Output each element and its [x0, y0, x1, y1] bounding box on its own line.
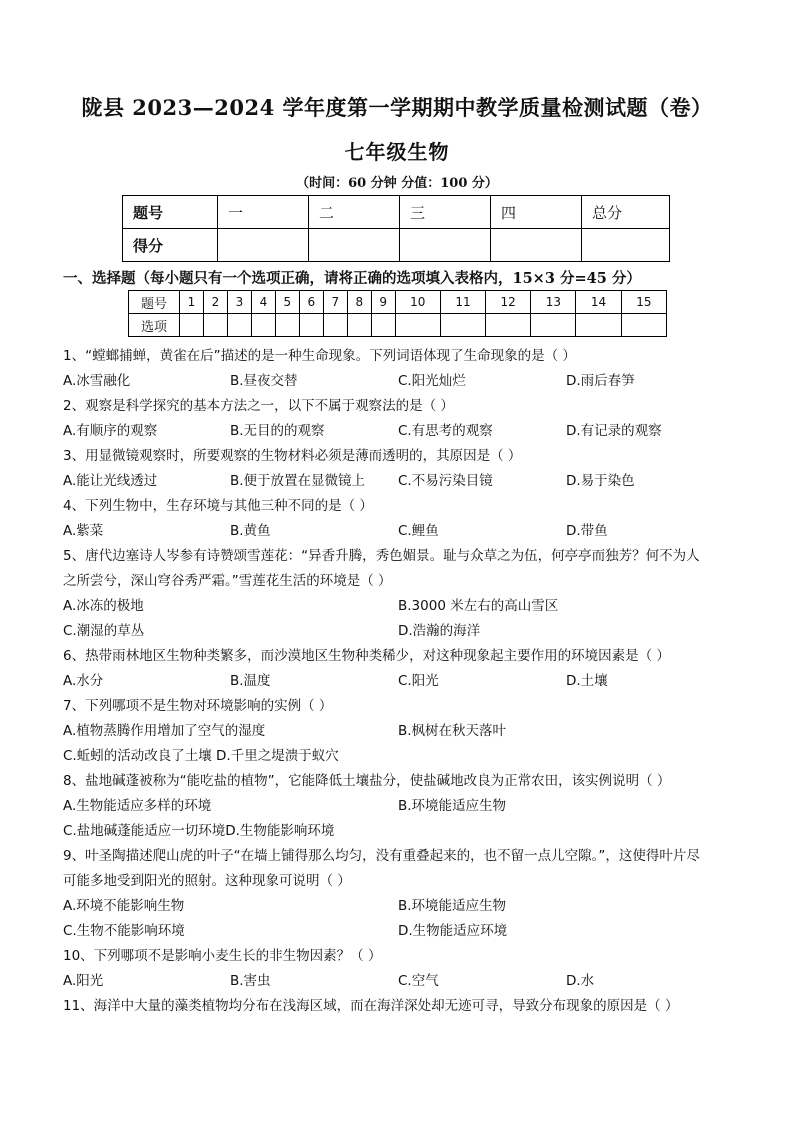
section1-heading: 一、选择题（每小题只有一个选项正确，请将正确的选项填入表格内，15×3 分=45 分）	[63, 270, 641, 287]
answer-option-cell[interactable]	[621, 314, 666, 337]
answer-option-cell[interactable]	[227, 314, 251, 337]
question-9-stem-line2: 可能多地受到阳光的照射。这种现象可说明（ ）	[63, 873, 351, 889]
answer-number-cell: 6	[299, 291, 323, 314]
answer-number-cell: 15	[621, 291, 666, 314]
question-5-option-a: A.冰冻的极地	[63, 598, 144, 614]
question-10-option-d: D.水	[566, 973, 595, 989]
question-8-options-cd: C.盐地碱蓬能适应一切环境D.生物能影响环境	[63, 823, 335, 839]
question-11-stem: 11、海洋中大量的藻类植物均分布在浅海区域，而在海洋深处却无迹可寻，导致分布现象的原因是（ ）	[63, 998, 679, 1014]
question-3-option-d: D.易于染色	[566, 473, 635, 489]
answer-option-cell[interactable]	[347, 314, 371, 337]
question-6-stem: 6、热带雨林地区生物种类繁多，而沙漠地区生物种类稀少，对这种现象起主要作用的环境因素是（ ）	[63, 648, 670, 664]
answer-option-cell[interactable]	[486, 314, 531, 337]
answer-option-cell[interactable]	[299, 314, 323, 337]
answer-number-row	[129, 291, 667, 314]
question-2-option-a: A.有顺序的观察	[63, 423, 158, 439]
question-3-stem: 3、用显微镜观察时，所要观察的生物材料必须是薄而透明的，其原因是（ ）	[63, 448, 522, 464]
answer-number-cell: 3	[227, 291, 251, 314]
answer-number-label: 题号	[129, 291, 180, 314]
question-9-option-a: A.环境不能影响生物	[63, 898, 185, 914]
question-9-stem-line1: 9、叶圣陶描述爬山虎的叶子“在墙上铺得那么均匀，没有重叠起来的，也不留一点儿空隙。”，这使得叶片尽	[63, 848, 700, 864]
answer-number-cell: 7	[323, 291, 347, 314]
answer-option-cell[interactable]	[395, 314, 440, 337]
question-4-option-b: B.黄鱼	[230, 523, 271, 539]
answer-option-cell[interactable]	[323, 314, 347, 337]
question-6-option-a: A.水分	[63, 673, 104, 689]
answer-number-cell: 2	[203, 291, 227, 314]
question-1-option-c: C.阳光灿烂	[398, 373, 466, 389]
score-cell[interactable]	[582, 229, 670, 262]
answer-option-cell[interactable]	[371, 314, 395, 337]
question-5-option-b: B.3000 米左右的高山雪区	[398, 598, 559, 614]
question-3-option-a: A.能让光线透过	[63, 473, 158, 489]
answer-number-cell: 10	[395, 291, 440, 314]
score-cell[interactable]	[309, 229, 400, 262]
score-header-cell: 三	[400, 196, 491, 229]
question-1-option-d: D.雨后春笋	[566, 373, 635, 389]
score-table-score-row	[123, 229, 670, 262]
question-4-option-c: C.鲤鱼	[398, 523, 439, 539]
question-2-option-c: C.有思考的观察	[398, 423, 493, 439]
answer-option-cell[interactable]	[576, 314, 621, 337]
question-6-option-c: C.阳光	[398, 673, 439, 689]
question-1-stem: 1、“螳螂捕蝉，黄雀在后”描述的是一种生命现象。下列词语体现了生命现象的是（ ）	[63, 348, 576, 364]
question-7-stem: 7、下列哪项不是生物对环境影响的实例（ ）	[63, 698, 333, 714]
question-6-option-b: B.温度	[230, 673, 271, 689]
score-header-cell: 四	[491, 196, 582, 229]
question-4-stem: 4、下列生物中，生存环境与其他三种不同的是（ ）	[63, 498, 373, 514]
answer-number-cell: 14	[576, 291, 621, 314]
score-header-cell: 总分	[582, 196, 670, 229]
question-4-option-a: A.紫菜	[63, 523, 104, 539]
question-5-stem-line1: 5、唐代边塞诗人岑参有诗赞颂雪莲花：“异香升腾，秀色媚景。耻与众草之为伍，何亭亭而独芳？何不为人	[63, 548, 700, 564]
score-header-cell: 一	[218, 196, 309, 229]
answer-table	[128, 290, 667, 337]
question-5-stem-line2: 之所尝兮，深山穹谷秀严霜。”雪莲花生活的环境是（ ）	[63, 573, 392, 589]
question-10-stem: 10、下列哪项不是影响小麦生长的非生物因素？（ ）	[63, 948, 382, 964]
question-7-options-cd: C.蚯蚓的活动改良了土壤 D.千里之堤溃于蚁穴	[63, 748, 339, 764]
question-6-option-d: D.土壤	[566, 673, 608, 689]
exam-title: 陇县 2023—2024 学年度第一学期期中教学质量检测试题（卷）	[81, 95, 713, 120]
score-table-header-row	[123, 196, 670, 229]
question-9-option-c: C.生物不能影响环境	[63, 923, 185, 939]
question-7-option-b: B.枫树在秋天落叶	[398, 723, 507, 739]
question-4-option-d: D.带鱼	[566, 523, 608, 539]
question-8-option-a: A.生物能适应多样的环境	[63, 798, 212, 814]
time-info: （时间：60 分钟 分值：100 分）	[296, 176, 498, 191]
question-3-option-b: B.便于放置在显微镜上	[230, 473, 366, 489]
answer-option-cell[interactable]	[275, 314, 299, 337]
answer-option-cell[interactable]	[440, 314, 485, 337]
answer-number-cell: 5	[275, 291, 299, 314]
question-10-option-a: A.阳光	[63, 973, 104, 989]
answer-number-cell: 1	[180, 291, 204, 314]
exam-subtitle: 七年级生物	[344, 140, 450, 164]
question-1-option-b: B.昼夜交替	[230, 373, 298, 389]
score-table	[122, 195, 670, 262]
question-5-option-d: D.浩瀚的海洋	[398, 623, 481, 639]
score-header-cell: 二	[309, 196, 400, 229]
question-9-option-d: D.生物能适应环境	[398, 923, 508, 939]
answer-number-cell: 11	[440, 291, 485, 314]
score-row-label: 得分	[123, 229, 218, 262]
score-cell[interactable]	[400, 229, 491, 262]
answer-option-cell[interactable]	[203, 314, 227, 337]
question-8-stem: 8、盐地碱蓬被称为“能吃盐的植物”，它能降低土壤盐分，使盐碱地改良为正常农田，该实例说明（ ）	[63, 773, 671, 789]
answer-number-cell: 13	[531, 291, 576, 314]
question-3-option-c: C.不易污染目镜	[398, 473, 493, 489]
answer-option-row	[129, 314, 667, 337]
question-9-option-b: B.环境能适应生物	[398, 898, 507, 914]
answer-number-cell: 8	[347, 291, 371, 314]
question-2-option-b: B.无目的的观察	[230, 423, 325, 439]
question-1-option-a: A.冰雪融化	[63, 373, 131, 389]
answer-number-cell: 4	[251, 291, 275, 314]
answer-option-cell[interactable]	[531, 314, 576, 337]
question-5-option-c: C.潮湿的草丛	[63, 623, 145, 639]
question-8-option-b: B.环境能适应生物	[398, 798, 507, 814]
answer-number-cell: 9	[371, 291, 395, 314]
question-10-option-b: B.害虫	[230, 973, 271, 989]
answer-option-label: 选项	[129, 314, 180, 337]
answer-number-cell: 12	[486, 291, 531, 314]
question-2-option-d: D.有记录的观察	[566, 423, 662, 439]
score-header-cell: 题号	[123, 196, 218, 229]
question-10-option-c: C.空气	[398, 973, 439, 989]
answer-option-cell[interactable]	[251, 314, 275, 337]
question-7-option-a: A.植物蒸腾作用增加了空气的湿度	[63, 723, 266, 739]
score-cell[interactable]	[218, 229, 309, 262]
question-2-stem: 2、观察是科学探究的基本方法之一，以下不属于观察法的是（ ）	[63, 398, 454, 414]
answer-option-cell[interactable]	[180, 314, 204, 337]
score-cell[interactable]	[491, 229, 582, 262]
